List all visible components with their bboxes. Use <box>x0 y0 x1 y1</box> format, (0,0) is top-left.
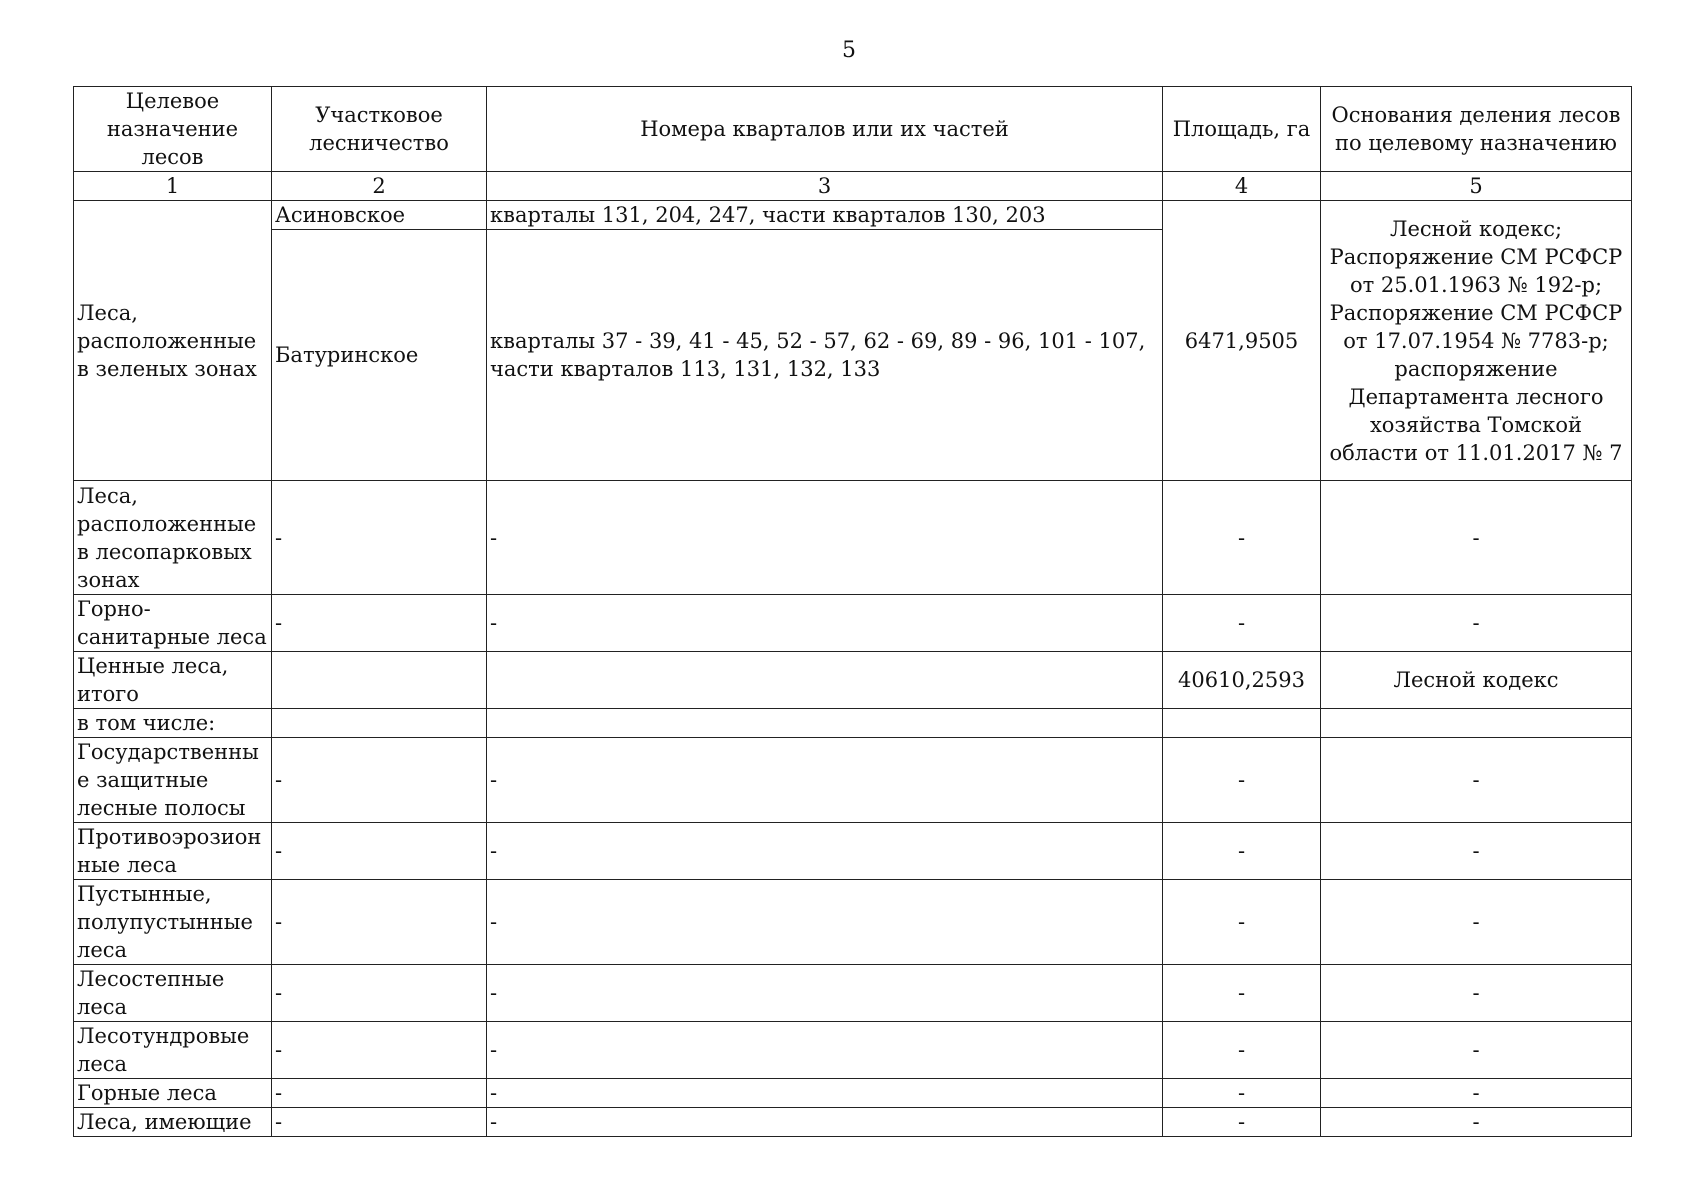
header-basis: Основания деления лесов по целевому назначению <box>1321 87 1632 172</box>
table-row <box>74 738 1632 823</box>
row-forestry: - <box>272 823 487 880</box>
row-quarters <box>487 709 1163 738</box>
row-quarters: - <box>487 1022 1163 1079</box>
row-purpose: в том числе: <box>74 709 272 738</box>
row-area: - <box>1163 823 1321 880</box>
row-forestry: - <box>272 481 487 595</box>
column-number: 3 <box>487 172 1163 201</box>
table-row <box>74 481 1632 595</box>
row-forestry: - <box>272 965 487 1022</box>
row-purpose: Пустынные, полупустынные леса <box>74 880 272 965</box>
row-area <box>1163 709 1321 738</box>
green-zone-area: 6471,9505 <box>1163 201 1321 481</box>
column-number: 1 <box>74 172 272 201</box>
row-forestry: - <box>272 1022 487 1079</box>
column-number: 2 <box>272 172 487 201</box>
header-area: Площадь, га <box>1163 87 1321 172</box>
row-quarters: - <box>487 1108 1163 1137</box>
row-area: - <box>1163 1108 1321 1137</box>
row-quarters: - <box>487 738 1163 823</box>
row-forestry: - <box>272 738 487 823</box>
page-number: 5 <box>842 38 856 63</box>
row-area: - <box>1163 595 1321 652</box>
row-quarters: - <box>487 481 1163 595</box>
green-zone-basis: Лесной кодекс; Распоряжение СМ РСФСР от 25.01.1963 № 192-р; Распоряжение СМ РСФСР от 17.07.1954 № 7783-р; распоряжение Департамента лесного хозяйства Томской области от 11.01.2017 № 7 <box>1321 201 1632 481</box>
row-basis: - <box>1321 965 1632 1022</box>
table-row <box>74 709 1632 738</box>
row-basis: - <box>1321 1079 1632 1108</box>
row-purpose: Лесостепные леса <box>74 965 272 1022</box>
table-row <box>74 965 1632 1022</box>
green-zone-quarters: кварталы 131, 204, 247, части кварталов 130, 203 <box>487 201 1163 230</box>
row-purpose: Государственные защитные лесные полосы <box>74 738 272 823</box>
green-zone-quarters: кварталы 37 - 39, 41 - 45, 52 - 57, 62 - 69, 89 - 96, 101 - 107, части кварталов 113, 131, 132, 133 <box>487 230 1163 481</box>
row-purpose: Горные леса <box>74 1079 272 1108</box>
row-purpose: Горно-санитарные леса <box>74 595 272 652</box>
row-area: 40610,2593 <box>1163 652 1321 709</box>
table-row <box>74 201 1632 230</box>
header-quarters: Номера кварталов или их частей <box>487 87 1163 172</box>
row-quarters: - <box>487 823 1163 880</box>
row-forestry: - <box>272 1079 487 1108</box>
table-row <box>74 595 1632 652</box>
green-zone-purpose: Леса, расположенные в зеленых зонах <box>74 201 272 481</box>
table-row <box>74 1022 1632 1079</box>
row-basis: - <box>1321 823 1632 880</box>
row-basis: - <box>1321 595 1632 652</box>
column-number-row <box>74 172 1632 201</box>
column-number: 5 <box>1321 172 1632 201</box>
column-number: 4 <box>1163 172 1321 201</box>
row-area: - <box>1163 481 1321 595</box>
table-row <box>74 652 1632 709</box>
row-purpose: Ценные леса, итого <box>74 652 272 709</box>
table-row <box>74 1079 1632 1108</box>
header-purpose: Целевое назначение лесов <box>74 87 272 172</box>
green-zone-forestry: Батуринское <box>272 230 487 481</box>
header-row <box>74 87 1632 172</box>
row-basis: - <box>1321 1108 1632 1137</box>
row-basis: - <box>1321 481 1632 595</box>
row-area: - <box>1163 738 1321 823</box>
row-purpose: Леса, расположенные в лесопарковых зонах <box>74 481 272 595</box>
row-forestry <box>272 652 487 709</box>
row-quarters <box>487 652 1163 709</box>
row-basis: - <box>1321 738 1632 823</box>
row-purpose: Противоэрозионные леса <box>74 823 272 880</box>
row-purpose: Леса, имеющие <box>74 1108 272 1137</box>
table-row <box>74 1108 1632 1137</box>
table-row <box>74 823 1632 880</box>
green-zone-forestry: Асиновское <box>272 201 487 230</box>
row-basis: - <box>1321 1022 1632 1079</box>
row-forestry: - <box>272 880 487 965</box>
row-area: - <box>1163 965 1321 1022</box>
row-purpose: Лесотундровые леса <box>74 1022 272 1079</box>
forest-purpose-table <box>73 86 1632 1137</box>
row-forestry <box>272 709 487 738</box>
row-area: - <box>1163 1079 1321 1108</box>
row-area: - <box>1163 1022 1321 1079</box>
row-basis: Лесной кодекс <box>1321 652 1632 709</box>
header-forestry: Участковое лесничество <box>272 87 487 172</box>
table-row <box>74 880 1632 965</box>
row-quarters: - <box>487 595 1163 652</box>
row-quarters: - <box>487 965 1163 1022</box>
row-forestry: - <box>272 1108 487 1137</box>
row-basis: - <box>1321 880 1632 965</box>
row-basis <box>1321 709 1632 738</box>
row-quarters: - <box>487 1079 1163 1108</box>
row-forestry: - <box>272 595 487 652</box>
row-quarters: - <box>487 880 1163 965</box>
row-area: - <box>1163 880 1321 965</box>
